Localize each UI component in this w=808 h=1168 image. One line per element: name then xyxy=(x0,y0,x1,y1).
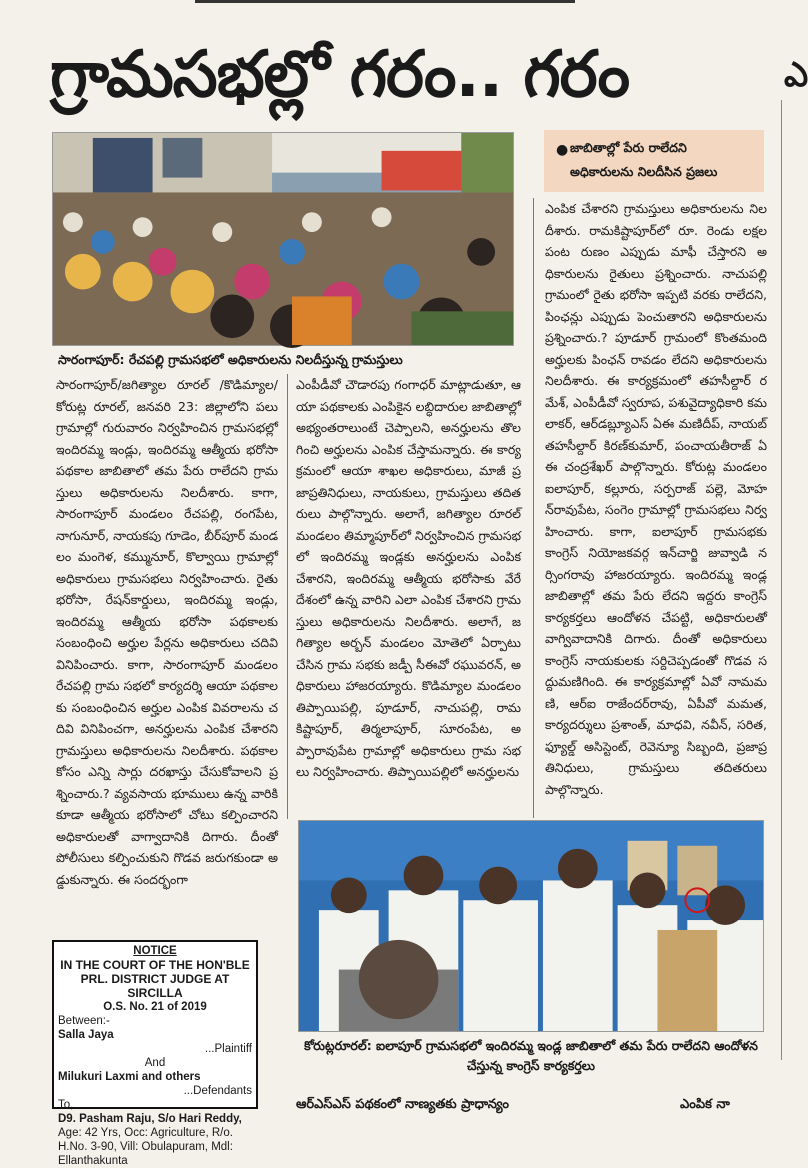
notice-case-number: O.S. No. 21 of 2019 xyxy=(103,1001,207,1013)
headline: గ్రామసభల్లో గరం.. గరం xyxy=(50,38,630,112)
notice-title: NOTICE xyxy=(133,945,177,957)
photo1-caption: సారంగాపూర్‌: రేచపల్లి గ్రామసభలో అధికారులను నిలదీస్తున్న గ్రామస్తులు xyxy=(58,352,403,367)
notice-details: Age: 42 Yrs, Occ: Agriculture, R/o. H.No. 3-90, Vill: Obulapuram, Mdl: Ellanthakunta xyxy=(58,1127,233,1167)
highlight-text: జాబితాల్లో పేరు రాలేదని అధికారులను నిలదీసిన ప్రజలు xyxy=(570,140,718,179)
adjacent-page-glyph: ఎ xyxy=(784,55,808,95)
notice-addressee: D9. Pasham Raju, S/o Hari Reddy, xyxy=(58,1113,242,1125)
article-column-2: ఎంపీడీవో చౌడారపు గంగాధర్‌ మాట్లాడుతూ, ఆయా పథకాలకు ఎంపికైన లబ్ధిదారుల జాబితాల్లో అభ్యంతరాలుంటే చెప్పాలని, అనర్హులను తొలగించి అర్హులను ఎంపిక చేస్తామన్నారు. ఈ కార్యక్రమంలో ఆయా శాఖల అధికారులు, మాజీ ప్రజాప్రతినిధులు, నాయకులు, గ్రామస్తులు తదితరులు పాల్గొన్నారు. అలాగే, జగిత్యాల రూరల్‌ మండలం తిమ్మాపూర్‌లో నిర్వహించిన గ్రామసభలో ఇందిరమ్మ ఇండ్లకు అనర్హులను ఎంపిక చేశారని, ఇందిరమ్మ ఆత్మీయ భరోసాకు వేరే దేశంలో ఉన్న వారిని ఎలా ఎంపిక చేశారని గ్రామస్తులు అధికారులను నిలదీశారు. అలాగే, జగిత్యాల అర్బన్‌ మండలం మోతెలో ఏర్పాటు చేసిన గ్రామ సభకు జడ్పీ సీఈవో రఘువరన్‌, అధికారులు హాజరయ్యారు. కొడిమ్యాల మండలం తిప్పాయిపల్లి, పూడూర్‌, నాచుపల్లి, రామకిష్టాపూర్‌, తిర్మలాపూర్‌, సూరంపేట, అప్పారావుపేట గ్రామాల్లో అధికారులు గ్రామ సభలు నిర్వహించారు. తిప్పాయిపల్లిలో అనర్హులను xyxy=(296,377,521,779)
notice-defendant-role: ...Defendants xyxy=(183,1085,252,1097)
bullet-icon: ● xyxy=(556,142,569,158)
top-rule xyxy=(195,0,575,3)
article-column-1: సారంగాపూర్‌/జగిత్యాల రూరల్‌ /కొడిమ్యాల/ కోరుట్ల రూరల్‌, జనవరి 23: జిల్లాలోని పలు గ్రామాల్లో గురువారం నిర్వహించిన గ్రామసభల్లో ఇందిరమ్మ ఇండ్లు, ఇందిరమ్మ ఆత్మీయ భరోసా పథకాల జాబితాలో తమ పేరు రాలేదని గ్రామస్తులు అధికారులను నిలదీశారు. కాగా, సారంగాపూర్‌ మండలం రేచపల్లి, రంగపేట, నాగునూర్‌, నాయకపు గూడెం, బీర్‌పూర్‌ మండలం మంగెళ, కమ్మునూర్‌, కొల్వాయి గ్రామాల్లో అధికారులు గ్రామసభలు నిర్వహించారు. రైతు భరోసా, రేషన్‌కార్డులు, ఇందిరమ్మ ఇండ్లు, ఇందిరమ్మ ఆత్మీయ భరోసా పథకాలకు సంబంధించి అర్హుల పేర్లను అధికారులు చదివి వినిపించారు. కాగా, సారంగాపూర్‌ మండలం రేచపల్లి గ్రామ సభలో కార్యదర్శి ఆయా పథకాలకు సంబంధించిన అర్హుల ఎంపిక వివరాలను చదివి వినిపించగా, అనర్హులను ఎంపిక చేశారని గ్రామస్తులు అధికారులను నిలదీశారు. పథకాల కోసం ఎన్ని సార్లు దరఖాస్తు చేసుకోవాలని ప్రశ్నించారు.? వ్యవసాయ భూములు ఉన్న వారికి కూడా ఆత్మీయ భరోసాలో చోటు కల్పించారని అధికారులతో వాగ్వాదానికి దిగారు. దీంతో పోలీసులు కల్పించుకుని గొడవ జరుగకుండా అడ్డుకున్నారు. ఈ సందర్భంగా xyxy=(56,377,278,887)
next-article-headline-right: ఎంపిక నా xyxy=(680,1097,730,1112)
photo-congress-protest xyxy=(298,820,764,1032)
article-column-3: ఎంపిక చేశారని గ్రామస్తులు అధికారులను నిలదీశారు. రామకిష్టాపూర్‌లో రూ. రెండు లక్షల పంట రుణం ఎప్పుడు మాఫీ చేస్తారని అధికారులను రైతులు ప్రశ్నించారు. నాచుపల్లి గ్రామంలో రైతు భరోసా ఇప్పటి వరకు రాలేదని, పింఛన్లు ఎప్పుడు పెంచుతారని అధికారులను ప్రశ్నించారు.? పూడూర్‌ గ్రామంలో కొంతమంది అర్హులకు పింఛన్‌ రావడం లేదని అధికారులను నిలదీశారు. ఈ కార్యక్రమంలో తహసీల్దార్‌ రమేశ్‌, ఎంపీడీవో స్వరూప, పశువైద్యాధికారి కమలాకర్‌, ఆర్‌డబ్ల్యూఎస్‌ ఏఈ మణిదీప్‌, నాయబ్‌ తహసీల్దార్‌ కిరణ్‌కుమార్‌, పంచాయతీరాజ్‌ ఏఈ చంద్రశేఖర్‌ పాల్గొన్నారు. కోరుట్ల మండలం ఐలాపూర్‌, కల్లూరు, సర్పరాజ్‌ పల్లె, మోహన్‌రావుపేట, సంగెం గ్రామాల్లో గ్రామసభలు నిర్వహించారు. కాగా, ఐలాపూర్‌ గ్రామసభకు కాంగ్రెస్‌ నియోజకవర్గ ఇన్‌చార్జి జువ్వాడి నర్సింగరావు హాజరయ్యారు. ఇందిరమ్మ ఇండ్ల జాబితాల్లో తమ పేరు లేదని ఇద్దరు కాంగ్రెస్‌ కార్యకర్తలు ఆందోళన చేపట్టి, అధికారులతో వాగ్వివాదానికి దిగారు. దీంతో అధికారులు కాంగ్రెస్‌ నాయకులకు సర్దిచెప్పడంతో గొడవ సద్దుమణిగింది. ఈ కార్యక్రమాల్లో ఏవో నామమణి, ఆర్‌ఐ రాజేందర్‌రావు, ఏపీవో మమత, కార్యదర్శులు ప్రశాంత్‌, మాధవి, నవీన్‌, సరిత, ఫ్యూల్డ్‌ అసిస్టెంట్‌, రెవెన్యూ సిబ్బంది, ప్రజాప్రతినిధులు, గ్రామస్తులు తదితరులు పాల్గొన్నారు. xyxy=(545,201,767,797)
notice-to: To, xyxy=(58,1099,74,1111)
adjacent-page-rule xyxy=(781,100,782,1060)
column-rule xyxy=(287,374,288,819)
notice-court: IN THE COURT OF THE HON'BLE PRL. DISTRICT JUDGE AT SIRCILLA xyxy=(60,958,250,1000)
notice-and: And xyxy=(144,1057,166,1069)
notice-plaintiff-name: Salla Jaya xyxy=(58,1029,114,1041)
adjacent-page-edge xyxy=(780,0,800,1109)
legal-notice xyxy=(52,940,258,1167)
photo2-caption: కోరుట్లరూరల్‌: ఐలాపూర్‌ గ్రామసభలో ఇందిరమ్మ ఇండ్ల జాబితాలో తమ పేరు రాలేదని ఆందోళన చేస్తున్న కాంగ్రెస్‌ కార్యకర్తలు xyxy=(304,1038,758,1073)
notice-defendant-name: Milukuri Laxmi and others xyxy=(58,1071,201,1083)
photo-village-meeting xyxy=(52,132,514,346)
notice-between: Between:- xyxy=(58,1015,110,1027)
next-article-headline: ఆర్‌ఎస్‌ఎస్‌ పథకంలో నాణ్యతకు ప్రాధాన్యం xyxy=(296,1097,509,1112)
highlight-box xyxy=(544,130,764,192)
notice-plaintiff-role: ...Plaintiff xyxy=(204,1043,252,1055)
column-rule xyxy=(533,198,534,818)
